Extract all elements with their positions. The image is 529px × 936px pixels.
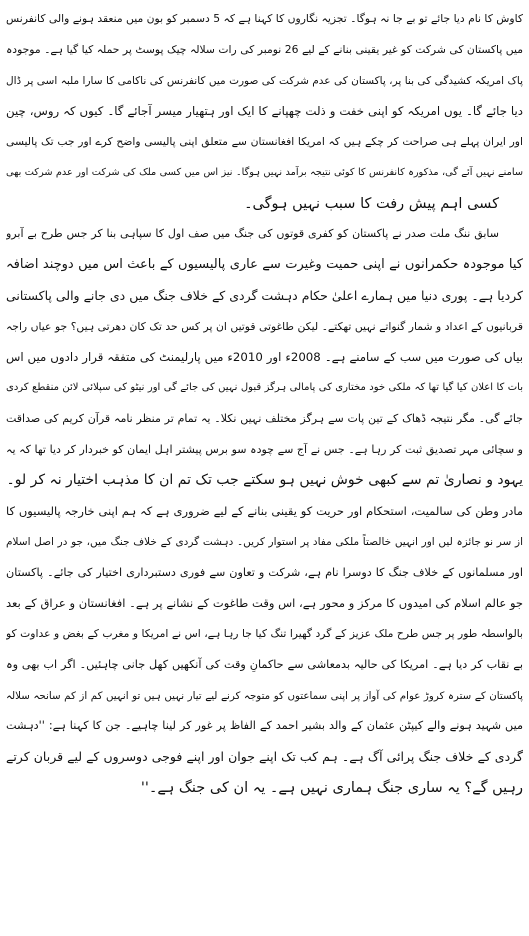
text-line: میں پاکستان کی شرکت کو غیر یقینی بنانے کے لیے 26 نومبر کی رات سلالہ چیک پوسٹ پر حملہ کیا گیا ہے۔ موجودہ bbox=[6, 42, 523, 56]
text-line: دیا جائے گا۔ یوں امریکہ کو اپنی خفت و ذلت چھپانے کا ایک اور ہتھیار میسر آجائے گا۔ کیوں کہ روس، چین bbox=[6, 104, 523, 119]
text-line: یہود و نصاریٰ تم سے کبھی خوش نہیں ہو سکتے جب تک تم ان کا مذہب اختیار نہ کر لو۔ bbox=[6, 472, 523, 489]
text-line: رہیں گے؟ یہ ساری جنگ ہماری نہیں ہے۔ یہ ان کی جنگ ہے۔'' bbox=[140, 779, 523, 796]
text-line: بے نقاب کر دیا ہے۔ امریکا کی حالیہ بدمعاشی سے حاکمانِ وقت کی آنکھیں کھل جانی چاہئیں۔ اگر اب بھی وہ bbox=[6, 657, 523, 671]
paragraph-bonn-conference bbox=[6, 4, 523, 219]
text-line: پاک امریکہ کشیدگی کی بنا پر، پاکستان کی عدم شرکت کی صورت میں کانفرنس کی ناکامی کا سارا ملبہ اسی پر ڈال bbox=[6, 74, 523, 87]
text-line: جائے گی۔ مگر نتیجہ ڈھاک کے تین پات سے ہرگز مختلف نہیں نکلا۔ یہ تمام تر منظر نامہ قرآن کریم کی صداقت bbox=[6, 411, 523, 425]
text-line: اور مسلمانوں کے خلاف جنگ کا دوسرا نام ہے، شرکت و تعاون سے فوری دستبرداری اختیار کی جائے۔ پاکستان bbox=[6, 565, 523, 579]
paragraph-former-president bbox=[6, 219, 523, 496]
text-line: سامنے نہیں آئے گی، مذکورہ کانفرنس کا کوئی نتیجہ برآمد نہیں ہوگا۔ نیز اس میں کسی ملک کی شرکت اور عدم شرکت بھی bbox=[6, 166, 523, 178]
text-line: جو عالم اسلام کی امیدوں کا مرکز و محور ہے، اس وقت طاغوت کے نشانے پر ہے۔ افغانستان و عراق کے بعد bbox=[6, 596, 523, 611]
text-line: کردیا ہے۔ پوری دنیا میں ہمارے اعلیٰ حکام دہشت گردی کے خلاف جنگ میں دی جانے والی پاکستانی bbox=[6, 287, 523, 303]
text-line: بیاں کی صورت میں سب کے سامنے ہے۔ 2008ء اور 2010ء میں پارلیمنٹ کی متفقہ قرار دادوں میں اس bbox=[6, 350, 523, 365]
text-line: بات کا اعلان کیا گیا تھا کہ ملکی خود مختاری کی پامالی ہرگز قبول نہیں کی جائے گی اور نیٹو کی سپلائی لائن منقطع کردی bbox=[6, 382, 523, 393]
text-line: بالواسطہ طور پر جس طرح ملک عزیز کے گرد گھیرا تنگ کیا جا رہا ہے، اس نے امریکا و مغرب کے بغض و عداوت کو bbox=[6, 627, 523, 640]
text-line: میں شہید ہونے والے کیپٹن عثمان کے والد بشیر احمد کے الفاظ پر غور کر لینا چاہیے۔ جن کا کہنا ہے: ''دہشت bbox=[6, 719, 523, 733]
text-line: کیا موجودہ حکمرانوں نے اپنی حمیت وغیرت سے عاری پالیسیوں کے باعث اس میں دوچند اضافہ bbox=[6, 257, 523, 272]
text-line: پاکستان کے سترہ کروڑ عوام کی آواز پر اپنی سماعتوں کو متوجہ کرنے لیے تیار نہیں ہیں تو انہیں کم از کم سانحہ سلالہ bbox=[6, 689, 523, 702]
text-line: سابق ننگ ملت صدر نے پاکستان کو کفری قوتوں کی جنگ میں صف اول کا سپاہی بنا کر جس طرح بے آبرو bbox=[6, 227, 499, 241]
text-line: و سچائی مہر تصدیق ثبت کر رہا ہے۔ جس نے آج سے چودہ سو برس پیشتر اہل ایمان کو خبردار کر دیا تھا کہ یہ bbox=[6, 442, 523, 456]
text-line: کسی اہم پیش رفت کا سبب نہیں ہوگی۔ bbox=[244, 195, 499, 212]
text-line: اور ایران پہلے ہی صراحت کر چکے ہیں کہ امریکا افغانستان سے متعلق اپنی پالیسی واضح کرے اور جب تک پالیسی bbox=[6, 135, 523, 148]
text-line: قربانیوں کے اعداد و شمار گنواتے نہیں تھکتے۔ لیکن طاغوتی قوتیں ان پر کس حد تک کان دھرتی ہیں؟ جو عیاں راجہ bbox=[6, 319, 523, 333]
text-line: از سر نو جائزہ لیں اور انہیں خالصتاً ملکی مفاد پر استوار کریں۔ دہشت گردی کے خلاف جنگ میں، جو در اصل اسلام bbox=[6, 535, 523, 548]
paragraph-motherland bbox=[6, 496, 523, 804]
text-line: مادر وطن کی سالمیت، استحکام اور حریت کو یقینی بنانے کے لیے ضروری ہے کہ ہم اپنی خارجہ پالیسیوں کا bbox=[6, 504, 523, 518]
text-line: گردی کے خلاف جنگ پرائی آگ ہے۔ ہم کب تک اپنے جوان اور اپنے فوجی دوسروں کے لیے قربان کرتے bbox=[6, 749, 523, 764]
text-line: کاوش کا نام دیا جائے تو بے جا نہ ہوگا۔ تجزیہ نگاروں کا کہنا ہے کہ 5 دسمبر کو بون میں منعقد ہونے والی کانفرنس bbox=[6, 12, 523, 25]
